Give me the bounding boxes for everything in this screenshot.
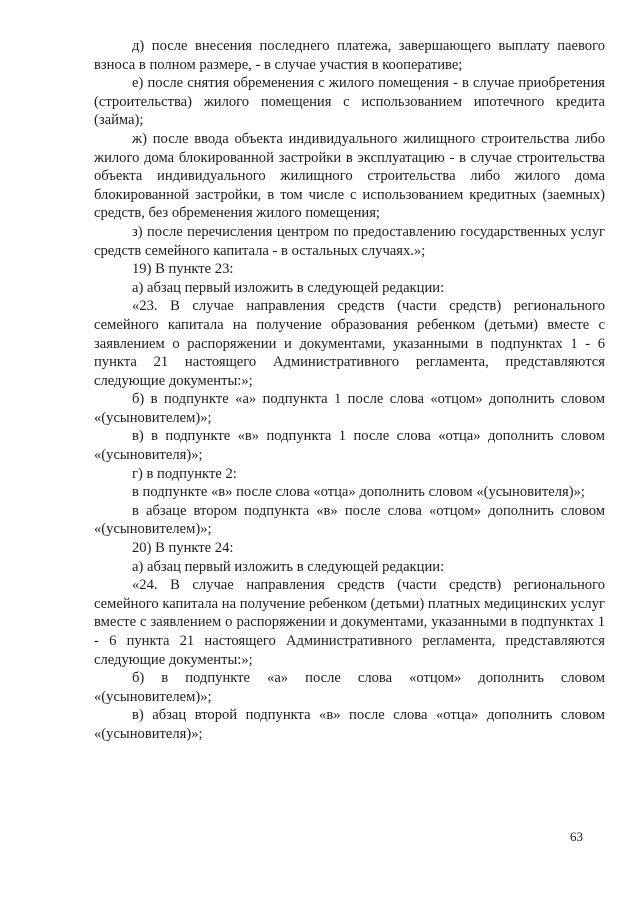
paragraph: в) абзац второй подпункта «в» после слова «отца» дополнить словом «(усыновителя)»; bbox=[94, 707, 605, 742]
paragraph: 19) В пункте 23: bbox=[132, 261, 234, 278]
paragraph: «24. В случае направления средств (части средств) регионального семейного капитала на получение ребенком (детьми) платных медицинских услуг вместе с заявлением о распоряжении и документами, указанными в подпунктах 1 - 6 пункта 21 настоящего Административного регламента, представляются следующие документы:»; bbox=[94, 577, 605, 668]
paragraph: в) в подпункте «в» подпункта 1 после слова «отца» дополнить словом «(усыновителя)»; bbox=[94, 428, 605, 464]
paragraph: б) в подпункте «а» после слова «отцом» дополнить словом «(усыновителем)»; bbox=[94, 670, 605, 705]
paragraph: в подпункте «в» после слова «отца» дополнить словом «(усыновителя)»; bbox=[132, 484, 585, 501]
paragraph: «23. В случае направления средств (части средств) регионального семейного капитала на получение образования ребенком (детьми) вместе с заявлением о распоряжении и документами, указанными в подпунктах 1 - 6 пункта 21 настоящего Административного регламента, представляются следующие документы:»; bbox=[94, 298, 605, 389]
paragraph: е) после снятия обременения с жилого помещения - в случае приобретения (строительства) жилого помещения с использованием ипотечного кредита (займа); bbox=[94, 75, 605, 129]
paragraph: 20) В пункте 24: bbox=[132, 540, 234, 557]
paragraph: а) абзац первый изложить в следующей редакции: bbox=[132, 279, 445, 296]
page-number: 63 bbox=[570, 829, 583, 844]
paragraph: г) в подпункте 2: bbox=[132, 465, 237, 482]
paragraph: д) после внесения последнего платежа, завершающего выплату паевого взноса в полном размере, - в случае участия в кооперативе; bbox=[94, 38, 605, 73]
document-page bbox=[94, 37, 605, 744]
paragraph: ж) после ввода объекта индивидуального жилищного строительства либо жилого дома блокированной застройки в эксплуатацию - в случае строительства объекта индивидуального жилищного строительства либо жилого дома блокированной застройки, в том числе с использованием кредитных (заемных) средств, без обременения жилого помещения; bbox=[94, 130, 605, 222]
paragraph: в абзаце втором подпункта «в» после слова «отцом» дополнить словом «(усыновителем)»; bbox=[94, 502, 605, 538]
paragraph: з) после перечисления центром по предоставлению государственных услуг средств семейного капитала - в остальных случаях.»; bbox=[94, 223, 605, 259]
paragraph: б) в подпункте «а» подпункта 1 после слова «отцом» дополнить словом «(усыновителем)»; bbox=[94, 391, 605, 426]
paragraph: а) абзац первый изложить в следующей редакции: bbox=[132, 558, 445, 575]
